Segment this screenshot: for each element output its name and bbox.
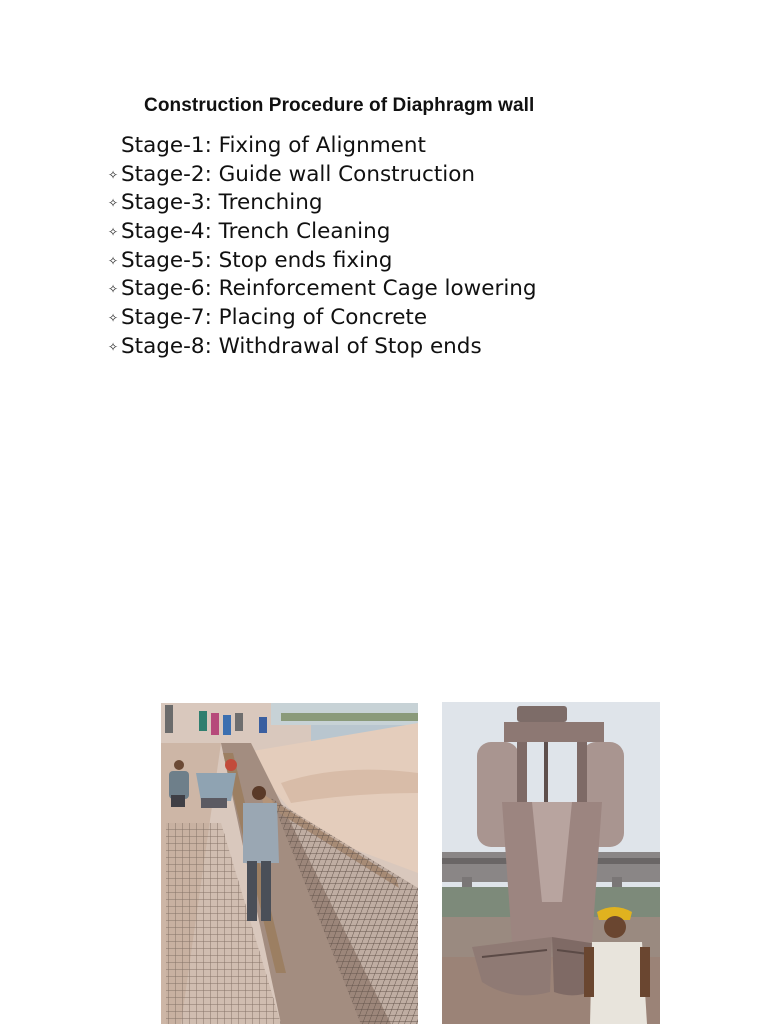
stage-label: Stage-4: Trench Cleaning bbox=[121, 219, 391, 245]
star-bullet-icon: ✧ bbox=[108, 339, 119, 354]
guide-wall-construction-photo bbox=[161, 703, 418, 1024]
list-item bbox=[108, 132, 537, 161]
trenching-grab-photo bbox=[442, 702, 660, 1024]
stage-label: Stage-1: Fixing of Alignment bbox=[121, 133, 426, 158]
star-bullet-icon: ✧ bbox=[108, 167, 119, 182]
star-bullet-icon: ✧ bbox=[108, 253, 119, 268]
list-item bbox=[108, 304, 537, 333]
star-bullet-icon: ✧ bbox=[108, 225, 119, 240]
stage-label: Stage-5: Stop ends fixing bbox=[121, 247, 393, 273]
list-item bbox=[108, 333, 537, 362]
list-item bbox=[108, 218, 537, 247]
stage-label: Stage-3: Trenching bbox=[121, 190, 323, 216]
star-bullet-icon: ✧ bbox=[108, 282, 119, 297]
list-item bbox=[108, 275, 537, 304]
star-bullet-icon: ✧ bbox=[108, 311, 119, 326]
stage-list bbox=[108, 132, 537, 362]
page-title: Construction Procedure of Diaphragm wall bbox=[144, 95, 535, 116]
list-item bbox=[108, 161, 537, 190]
list-item bbox=[108, 247, 537, 276]
stage-label: Stage-8: Withdrawal of Stop ends bbox=[121, 333, 482, 359]
stage-label: Stage-2: Guide wall Construction bbox=[121, 161, 476, 187]
stage-label: Stage-6: Reinforcement Cage lowering bbox=[121, 276, 537, 302]
stage-label: Stage-7: Placing of Concrete bbox=[121, 305, 428, 331]
list-item bbox=[108, 189, 537, 218]
star-bullet-icon: ✧ bbox=[108, 196, 119, 211]
